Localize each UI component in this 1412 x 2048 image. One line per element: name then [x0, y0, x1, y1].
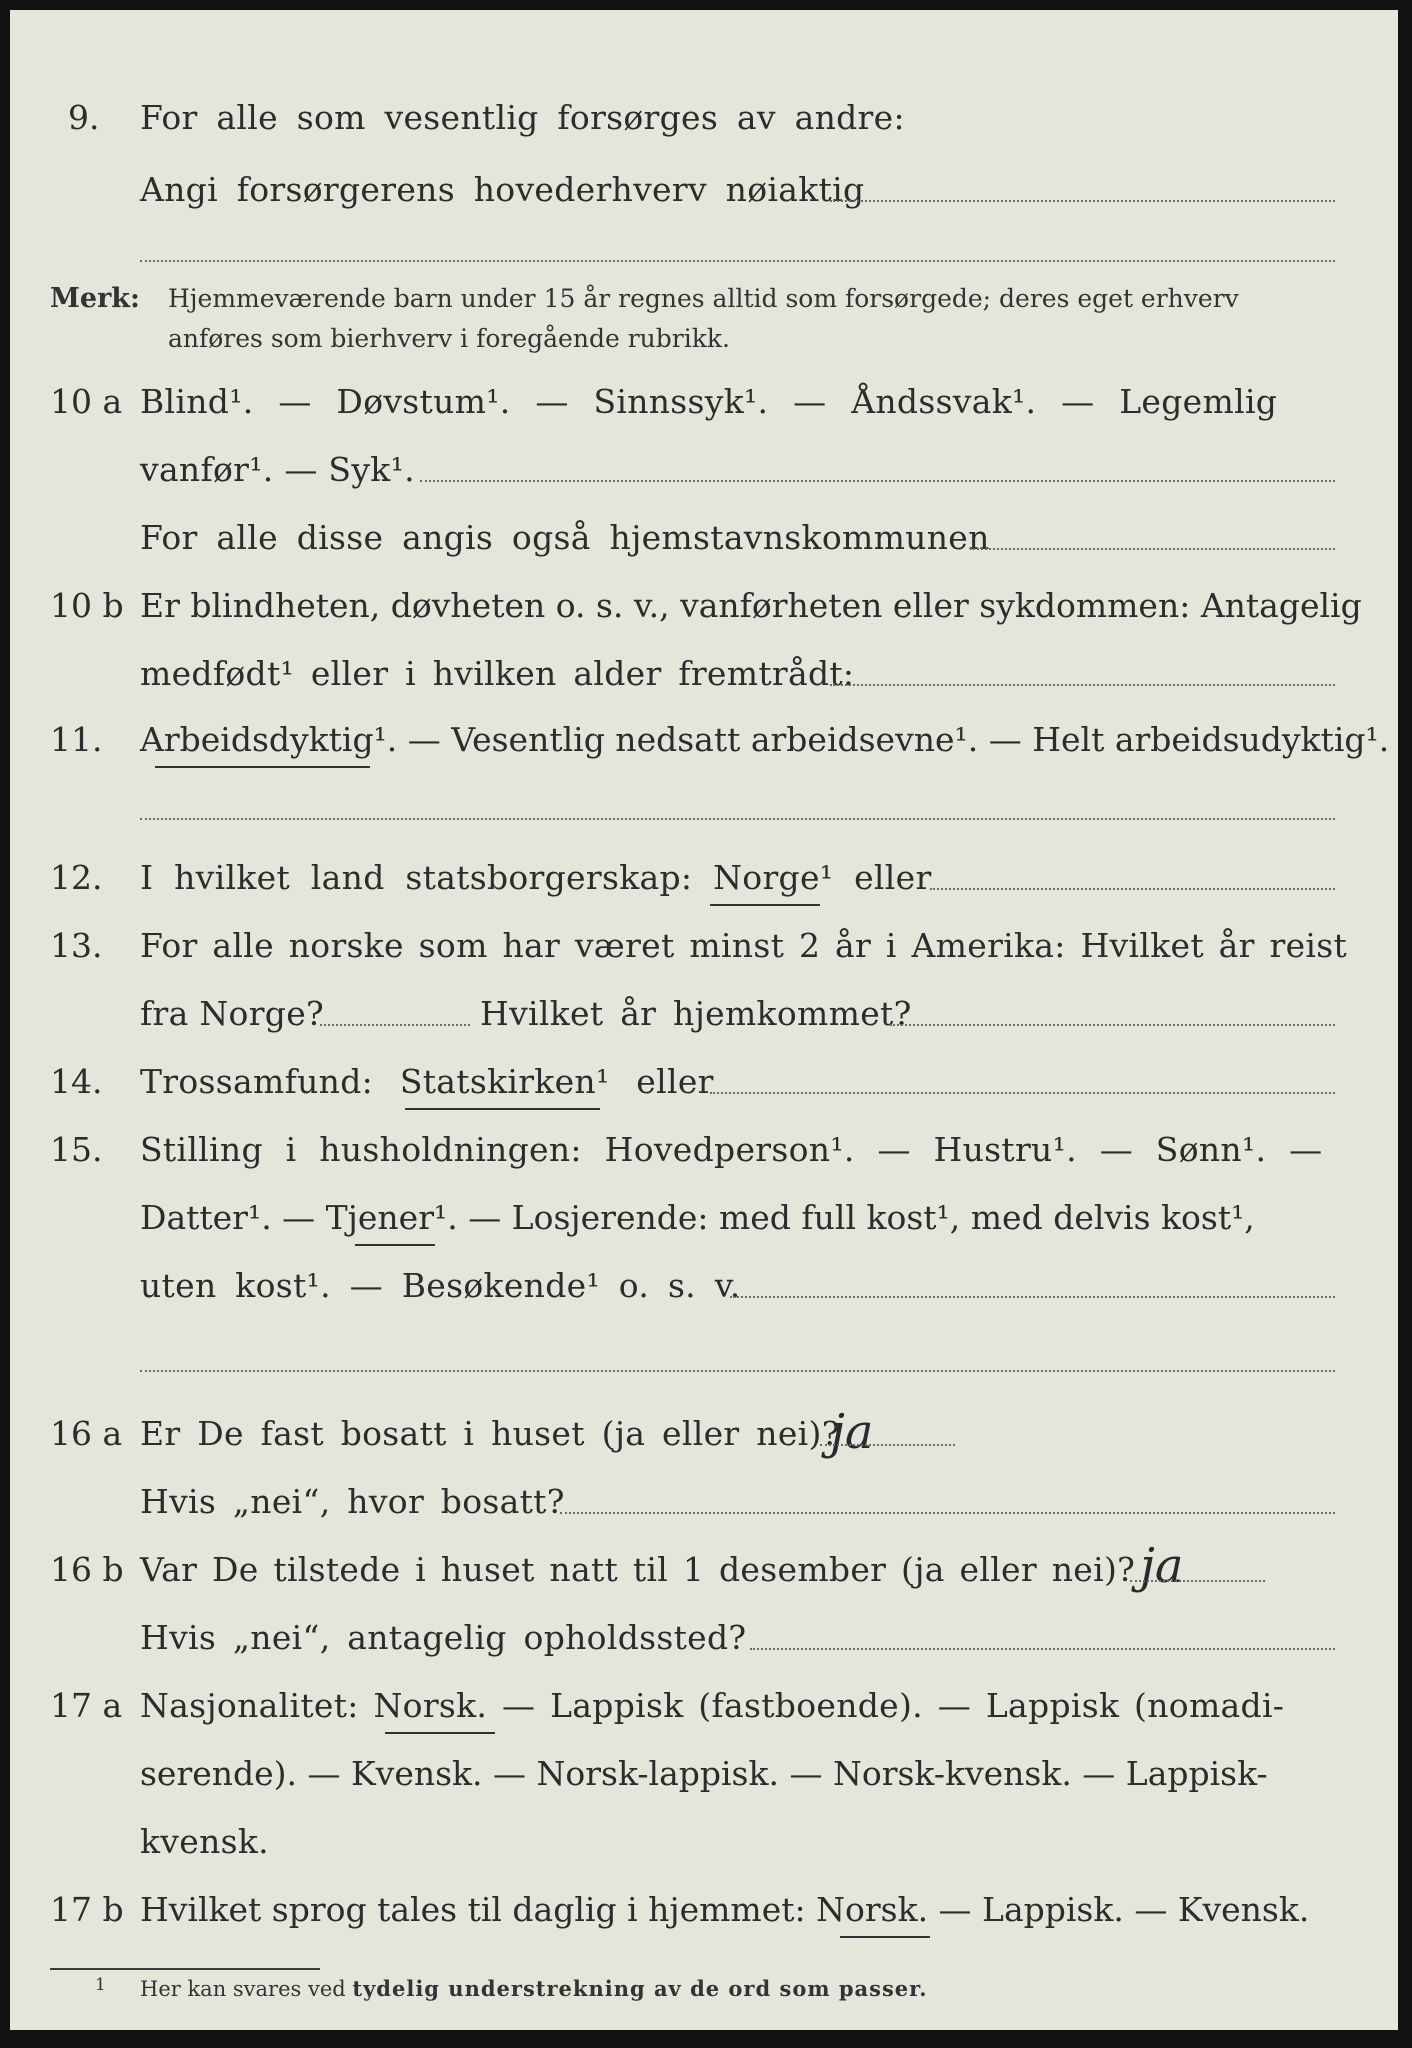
q10a-answer-line-2: [970, 548, 1335, 550]
q17a-handwritten-underline: [385, 1732, 495, 1734]
q10a-line1: Blind¹. — Døvstum¹. — Sinnssyk¹. — Åndssvak¹. — Legemlig: [140, 382, 1278, 421]
q15-line2: Datter¹. — Tjener¹. — Losjerende: med full kost¹, med delvis kost¹,: [140, 1198, 1255, 1237]
q9-answer-line-2: [140, 260, 1335, 262]
q17a-number: 17 a: [50, 1686, 123, 1725]
q15-handwritten-underline: [355, 1244, 435, 1246]
footnote-text: Her kan svares ved: [140, 1977, 346, 2001]
q10b-answer-line: [830, 684, 1335, 686]
q12-answer-line: [930, 888, 1335, 890]
q13-year-returned-line: [890, 1024, 1335, 1026]
q10a-line3: For alle disse angis også hjemstavnskommunen: [140, 518, 990, 557]
q11-handwritten-underline: [155, 766, 370, 768]
footnote-rule: [50, 1968, 320, 1970]
q15-line1: Stilling i husholdningen: Hovedperson¹. — Hustru¹. — Sønn¹. —: [140, 1130, 1323, 1169]
q10b-number: 10 b: [50, 586, 124, 625]
q17a-line1: Nasjonalitet: Norsk. — Lappisk (fastboende). — Lappisk (nomadi-: [140, 1686, 1285, 1725]
q9-answer-line: [830, 200, 1335, 202]
q9-line1: For alle som vesentlig forsørges av andre:: [140, 98, 905, 137]
q10a-line2: vanfør¹. — Syk¹.: [140, 450, 415, 489]
q12-line1: I hvilket land statsborgerskap: Norge¹ eller: [140, 858, 932, 897]
q13-number: 13.: [50, 926, 103, 965]
q10a-number: 10 a: [50, 382, 123, 421]
q17b-number: 17 b: [50, 1890, 124, 1929]
merk-line1: Hjemmeværende barn under 15 år regnes alltid som forsørgede; deres eget erhverv: [168, 284, 1239, 313]
q16a-residence-line: [560, 1512, 1335, 1514]
q15-number: 15.: [50, 1130, 103, 1169]
q16b-answer-line: [1130, 1580, 1265, 1582]
q12-handwritten-underline: [710, 904, 820, 906]
q13-line2b: Hvilket år hjemkommet?: [480, 994, 912, 1033]
q10b-line2: medfødt¹ eller i hvilken alder fremtrådt:: [140, 654, 855, 693]
q16b-line2: Hvis „nei“, antagelig opholdssted?: [140, 1618, 747, 1657]
q16a-number: 16 a: [50, 1414, 123, 1453]
q17b-line1: Hvilket sprog tales til daglig i hjemmet: Norsk. — Lappisk. — Kvensk.: [140, 1890, 1310, 1929]
footnote: [140, 1976, 928, 2001]
q12-number: 12.: [50, 858, 103, 897]
q14-answer-line: [710, 1092, 1335, 1094]
q13-line1: For alle norske som har været minst 2 år i Amerika: Hvilket år reist: [140, 926, 1348, 965]
q13-year-left-line: [320, 1024, 470, 1026]
q16a-line1: Er De fast bosatt i huset (ja eller nei)?: [140, 1414, 840, 1453]
q9-number: 9.: [68, 98, 100, 137]
merk-label: Merk:: [50, 283, 140, 314]
q15-line3: uten kost¹. — Besøkende¹ o. s. v.: [140, 1266, 741, 1305]
q16a-line2: Hvis „nei“, hvor bosatt?: [140, 1482, 565, 1521]
census-form-page: [10, 10, 1398, 2030]
q17b-handwritten-underline: [840, 1936, 930, 1938]
q13-line2a: fra Norge?: [140, 994, 325, 1033]
q14-line1: Trossamfund: Statskirken¹ eller: [140, 1062, 714, 1101]
footnote-mark: 1: [95, 1975, 106, 1995]
q9-line2: Angi forsørgerens hovederhverv nøiaktig: [140, 170, 865, 209]
merk-line2: anføres som bierhverv i foregående rubrikk.: [168, 324, 730, 353]
q16b-number: 16 b: [50, 1550, 124, 1589]
q16b-location-line: [750, 1648, 1335, 1650]
q16a-handwritten-answer: ja: [830, 1404, 874, 1460]
q16a-answer-line: [820, 1444, 955, 1446]
q14-handwritten-underline: [405, 1108, 600, 1110]
footnote-bold-text: tydelig understrekning av de ord som passer.: [352, 1976, 928, 2001]
q15-answer-line: [730, 1296, 1335, 1298]
q16b-line1: Var De tilstede i huset natt til 1 desember (ja eller nei)?: [140, 1550, 1136, 1589]
q10b-line1: Er blindheten, døvheten o. s. v., vanførheten eller sykdommen: Antagelig: [140, 586, 1362, 625]
q15-answer-line-2: [140, 1370, 1335, 1372]
q14-number: 14.: [50, 1062, 103, 1101]
q11-answer-line: [140, 818, 1335, 820]
q16b-handwritten-answer: ja: [1140, 1538, 1184, 1594]
q17a-line2: serende). — Kvensk. — Norsk-lappisk. — Norsk-kvensk. — Lappisk-: [140, 1754, 1268, 1793]
q10a-answer-line: [420, 480, 1335, 482]
q11-line1: Arbeidsdyktig¹. — Vesentlig nedsatt arbeidsevne¹. — Helt arbeidsudyktig¹.: [140, 720, 1390, 759]
q11-number: 11.: [50, 720, 103, 759]
q17a-line3: kvensk.: [140, 1822, 269, 1861]
